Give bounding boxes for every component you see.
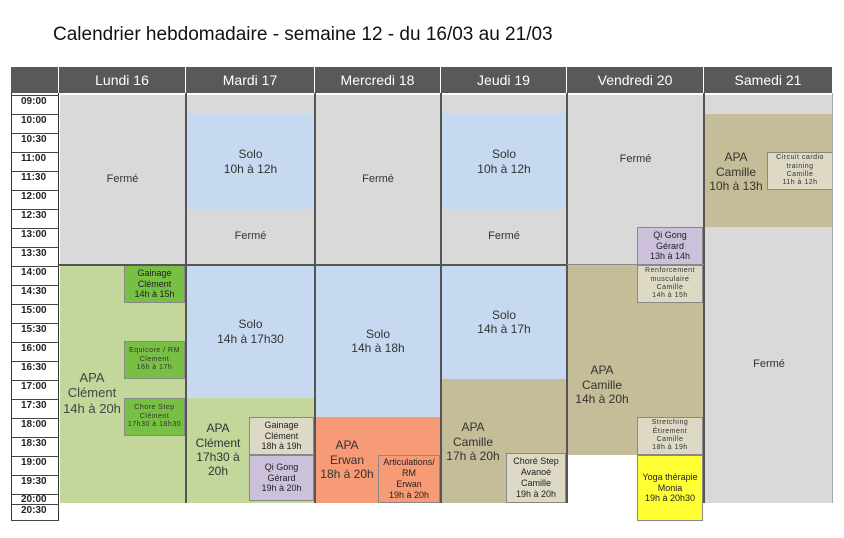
event-solo[interactable]: [442, 265, 566, 379]
event-label: 14h à 17h: [477, 322, 531, 336]
event-label: Clément: [264, 430, 299, 441]
event-label: Camille: [656, 436, 684, 443]
event-label: Camille: [452, 434, 493, 449]
event-label: 14h à 20h: [575, 392, 629, 407]
event-label: 19h à 20h30: [644, 493, 696, 504]
column-divider: [440, 93, 442, 503]
day-header-wednesday: Mercredi 18: [315, 67, 441, 93]
event-label: 10h à 13h: [709, 179, 763, 194]
event-label: Gérard: [655, 240, 684, 251]
time-label: 16:00: [11, 342, 59, 361]
event-label: 17h à 20h: [446, 449, 500, 464]
event-empty: [442, 95, 566, 114]
event-label: Fermé: [619, 153, 652, 166]
event-label: Gainage: [137, 267, 172, 278]
column-divider: [314, 93, 316, 503]
event-qigong[interactable]: [637, 227, 703, 265]
event-label: Clément: [195, 435, 241, 450]
page-title: Calendrier hebdomadaire - semaine 12 - du 16/03 au 21/03: [53, 24, 553, 45]
event-label: Clément: [67, 385, 117, 401]
event-label: Camille: [656, 284, 684, 291]
event-circuit-cardio[interactable]: [767, 152, 833, 190]
event-label: Clément: [139, 412, 170, 420]
time-label: 12:30: [11, 209, 59, 228]
event-label: Erwan: [329, 452, 364, 467]
time-label: 20:00: [11, 494, 59, 504]
event-label: Monia: [657, 482, 683, 493]
event-empty: [187, 95, 314, 114]
event-label: 19h à 20h: [388, 489, 430, 500]
event-label: Fermé: [106, 173, 139, 186]
time-label: 13:00: [11, 228, 59, 247]
event-qigong[interactable]: [249, 455, 314, 501]
event-apa-camille-label: [705, 147, 767, 197]
time-label: 19:00: [11, 456, 59, 475]
event-label: APA: [79, 369, 105, 385]
event-label: training: [786, 162, 814, 170]
event-apa-camille-label: [568, 360, 636, 410]
event-chore-step[interactable]: [506, 453, 566, 503]
event-label: 18h à 19h: [652, 444, 688, 452]
time-label: 10:00: [11, 114, 59, 133]
event-label: APA: [461, 420, 485, 435]
event-gainage[interactable]: [124, 265, 185, 303]
event-gainage[interactable]: [249, 417, 314, 455]
event-apa-erwan-label: [316, 435, 378, 485]
event-label: Renforcement: [645, 267, 695, 275]
event-label: 19h à 20h: [515, 488, 557, 499]
event-label: Fermé: [234, 230, 267, 243]
event-label: 18h à 20h: [320, 467, 374, 482]
event-closed[interactable]: [442, 209, 566, 265]
event-label: 14h à 20h: [63, 400, 121, 416]
event-solo[interactable]: [316, 265, 440, 417]
time-label: 11:00: [11, 152, 59, 171]
event-label: Fermé: [753, 358, 785, 371]
event-label: Camille: [715, 164, 756, 179]
event-label: Clément: [137, 278, 172, 289]
time-label: 11:30: [11, 171, 59, 190]
day-header-monday: Lundi 16: [59, 67, 186, 93]
event-label: Gainage: [264, 419, 299, 430]
event-label: Solo: [491, 307, 517, 322]
event-label: Solo: [365, 326, 391, 341]
event-label: 14h à 18h: [351, 341, 405, 355]
event-label: 13h à 14h: [649, 251, 691, 262]
column-divider: [566, 93, 568, 503]
event-empty: [705, 95, 833, 114]
time-label: 15:30: [11, 323, 59, 342]
event-label: Qi Gong: [264, 461, 299, 472]
event-apa-clement-label: [187, 415, 249, 485]
event-label: RM: [402, 468, 416, 479]
event-stretching[interactable]: [637, 417, 703, 455]
time-label: 18:30: [11, 437, 59, 456]
event-label: 20h: [207, 464, 229, 479]
row-divider: [567, 264, 704, 265]
event-equicore[interactable]: [124, 341, 185, 379]
event-closed[interactable]: [705, 227, 833, 503]
event-label: Erwan: [396, 479, 422, 489]
event-label: APA: [724, 150, 748, 165]
event-label: 17h30 à: [196, 450, 240, 464]
event-label: Camille: [786, 171, 814, 178]
event-label: Choré Step: [513, 456, 559, 467]
column-divider: [185, 93, 187, 503]
event-label: Clement: [139, 355, 170, 363]
event-closed[interactable]: [187, 209, 314, 265]
event-label: Étirement: [652, 427, 688, 435]
event-label: Fermé: [362, 173, 394, 186]
event-solo[interactable]: [187, 265, 314, 398]
event-label: 10h à 12h: [477, 161, 531, 176]
day-header-thursday: Jeudi 19: [441, 67, 567, 93]
event-label: APA: [206, 421, 230, 436]
event-label: Articulations/: [383, 457, 435, 468]
event-label: 19h à 20h: [261, 483, 302, 494]
time-label: 19:30: [11, 475, 59, 494]
event-label: 18h à 19h: [261, 441, 302, 452]
event-label: Circuit cardio: [776, 154, 824, 162]
event-label: Stretching: [651, 419, 689, 427]
event-label: Solo: [238, 147, 263, 162]
event-label: musculaire: [650, 275, 690, 283]
day-header-saturday: Samedi 21: [704, 67, 833, 93]
day-header-friday: Vendredi 20: [567, 67, 704, 93]
event-label: Camille: [581, 377, 622, 392]
time-label: 14:30: [11, 285, 59, 304]
event-label: Solo: [238, 317, 263, 332]
row-divider: [59, 264, 567, 266]
event-yoga[interactable]: [637, 455, 703, 521]
event-label: Solo: [491, 147, 517, 162]
event-label: 14h à 15h: [134, 289, 175, 300]
event-solo[interactable]: [442, 114, 566, 209]
event-closed[interactable]: [316, 95, 440, 265]
event-label: 14h à 15h: [652, 292, 688, 300]
time-label: 18:00: [11, 418, 59, 437]
event-label: APA: [335, 438, 359, 453]
header-corner: [11, 67, 59, 93]
time-label: 16:30: [11, 361, 59, 380]
event-label: Fermé: [488, 230, 520, 243]
event-label: APA: [590, 363, 614, 378]
column-divider: [703, 93, 705, 503]
event-label: Qi Gong: [653, 229, 687, 240]
event-label: Avanoé: [520, 467, 552, 478]
time-label: 17:00: [11, 380, 59, 399]
event-renforcement[interactable]: [637, 265, 703, 303]
time-label: 14:00: [11, 266, 59, 285]
event-label: 11h à 12h: [782, 179, 818, 187]
event-apa-camille-label: [442, 417, 504, 467]
time-label: 15:00: [11, 304, 59, 323]
time-label: 09:00: [11, 95, 59, 114]
event-label: Yoga thérapie: [642, 471, 698, 482]
time-label: 12:00: [11, 190, 59, 209]
event-label: 16h à 17h: [136, 364, 173, 372]
event-label: 17h30 à 18h30: [127, 421, 182, 429]
event-solo[interactable]: [187, 114, 314, 209]
event-label: 14h à 17h30: [217, 331, 284, 346]
event-articulations[interactable]: [378, 455, 440, 503]
event-closed[interactable]: [60, 95, 185, 265]
event-label: 10h à 12h: [223, 161, 278, 176]
event-label: Chore Step: [134, 404, 175, 412]
event-label: Camille: [520, 478, 551, 488]
event-chore-step[interactable]: [124, 398, 185, 436]
time-label: 13:30: [11, 247, 59, 266]
event-label: Gérard: [267, 472, 296, 483]
event-apa-clement-label: [60, 368, 124, 418]
event-label: Equicore / RM: [129, 347, 180, 355]
time-label: 20:30: [11, 504, 59, 521]
time-label: 17:30: [11, 399, 59, 418]
time-label: 10:30: [11, 133, 59, 152]
column-divider: [832, 93, 833, 503]
day-header-tuesday: Mardi 17: [186, 67, 315, 93]
